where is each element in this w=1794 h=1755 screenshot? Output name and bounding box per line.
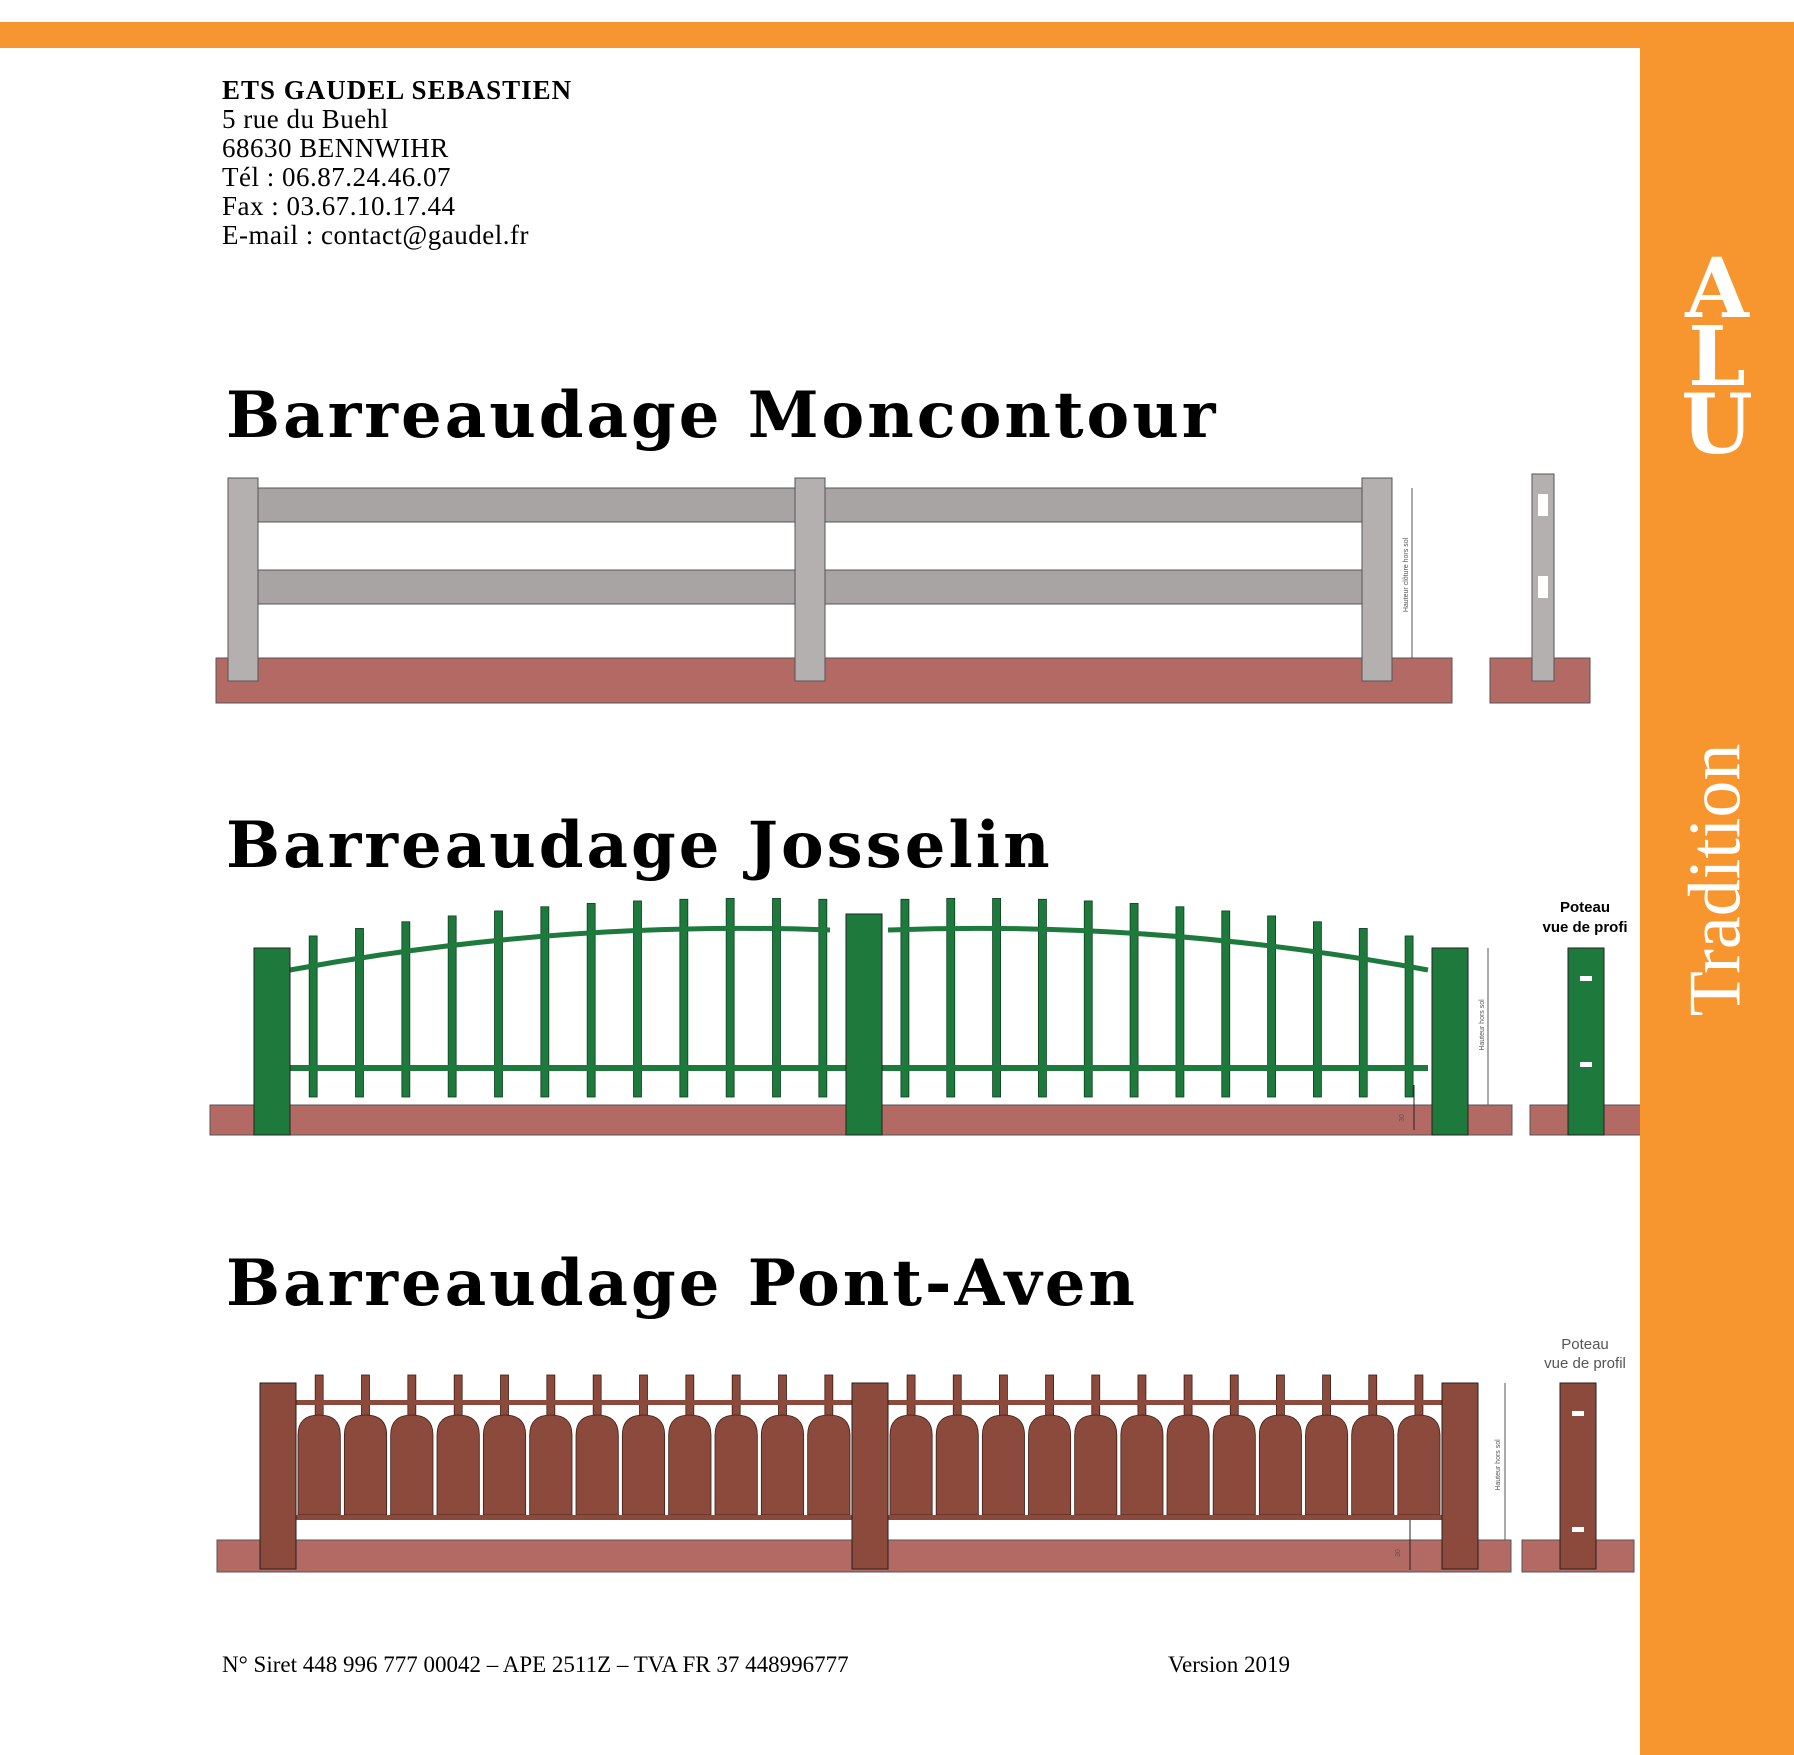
arched-top-rail [888, 928, 1428, 970]
alu-vertical-label [1640, 241, 1794, 473]
arched-panel [669, 1415, 711, 1515]
company-city: 68630 BENNWIHR [222, 133, 449, 163]
profile-slot [1572, 1527, 1584, 1532]
josselin-fence-drawing [0, 890, 1640, 1140]
company-address-block [222, 76, 572, 250]
post [1432, 948, 1468, 1135]
arched-panel [1167, 1415, 1209, 1515]
arched-panel [761, 1415, 803, 1515]
company-name: ETS GAUDEL SEBASTIEN [222, 75, 573, 105]
arched-panel [936, 1415, 978, 1515]
arched-panel [890, 1415, 932, 1515]
profile-slot [1580, 1062, 1592, 1067]
arched-panel [982, 1415, 1024, 1515]
arched-panel [437, 1415, 479, 1515]
arched-panel [715, 1415, 757, 1515]
arched-panel [483, 1415, 525, 1515]
arched-panel [298, 1415, 340, 1515]
arched-panel [1121, 1415, 1163, 1515]
moncontour-height-label: Hauteur clôture hors sol [1403, 537, 1410, 613]
post [260, 1383, 296, 1569]
tradition-label: Tradition [1674, 743, 1757, 1017]
top-accent-band [0, 22, 1640, 48]
company-email: E-mail : contact@gaudel.fr [222, 220, 529, 250]
arched-panel [530, 1415, 572, 1515]
josselin-height-label: Hauteur hors sol [1479, 999, 1486, 1051]
post [846, 914, 882, 1135]
arched-panel [1306, 1415, 1348, 1515]
version-label: Version 2019 [1168, 1652, 1291, 1677]
post [795, 478, 825, 681]
arched-panel [576, 1415, 618, 1515]
profile-post [1560, 1383, 1596, 1569]
picket [309, 936, 317, 1097]
post [852, 1383, 888, 1569]
title-pont-aven: Barreaudage Pont-Aven [226, 1246, 1138, 1321]
pont-aven-poteau-label-2: vue de profil [1544, 1355, 1626, 1372]
arched-panel [391, 1415, 433, 1515]
post [1442, 1383, 1478, 1569]
alu-letter-l: L [1688, 309, 1746, 405]
company-phone: Tél : 06.87.24.46.07 [222, 162, 451, 192]
arched-panel [1398, 1415, 1440, 1515]
arched-panel [1029, 1415, 1071, 1515]
josselin-dim-label: 30 [1399, 1114, 1406, 1122]
title-josselin: Barreaudage Josselin [226, 808, 1053, 883]
pont-aven-dim-label: 30 [1395, 1549, 1402, 1557]
picket [1405, 936, 1413, 1097]
arched-panel [1213, 1415, 1255, 1515]
alu-letter-u: U [1681, 377, 1753, 473]
arched-top-rail [290, 928, 830, 970]
profile-slot [1538, 576, 1548, 598]
arched-panel [622, 1415, 664, 1515]
post [254, 948, 290, 1135]
ground-strip [216, 658, 1452, 703]
company-fax: Fax : 03.67.10.17.44 [222, 191, 456, 221]
josselin-poteau-label-2: vue de profi [1542, 919, 1628, 936]
picket [356, 928, 364, 1097]
profile-slot [1572, 1411, 1584, 1416]
top-rail [888, 1400, 1442, 1405]
post [1362, 478, 1392, 681]
picket [1359, 928, 1367, 1097]
moncontour-fence-drawing [0, 460, 1640, 710]
arched-panel [1075, 1415, 1117, 1515]
arched-panel [1352, 1415, 1394, 1515]
josselin-poteau-label-1: Poteau [1559, 899, 1611, 916]
arched-panel [344, 1415, 386, 1515]
profile-slot [1538, 494, 1548, 516]
arched-panel [1259, 1415, 1301, 1515]
company-street: 5 rue du Buehl [222, 104, 389, 134]
alu-letter-a: A [1685, 241, 1749, 337]
pont-aven-fence-drawing [0, 1335, 1640, 1580]
title-moncontour: Barreaudage Moncontour [226, 378, 1219, 453]
profile-slot [1580, 976, 1592, 981]
pont-aven-height-label: Hauteur hors sol [1495, 1439, 1502, 1491]
arched-panel [808, 1415, 850, 1515]
pont-aven-poteau-label-1: Poteau [1561, 1336, 1609, 1353]
legal-footer: N° Siret 448 996 777 00042 – APE 2511Z – TVA FR 37 448996777 [222, 1652, 849, 1677]
post [228, 478, 258, 681]
top-rail [296, 1400, 856, 1405]
